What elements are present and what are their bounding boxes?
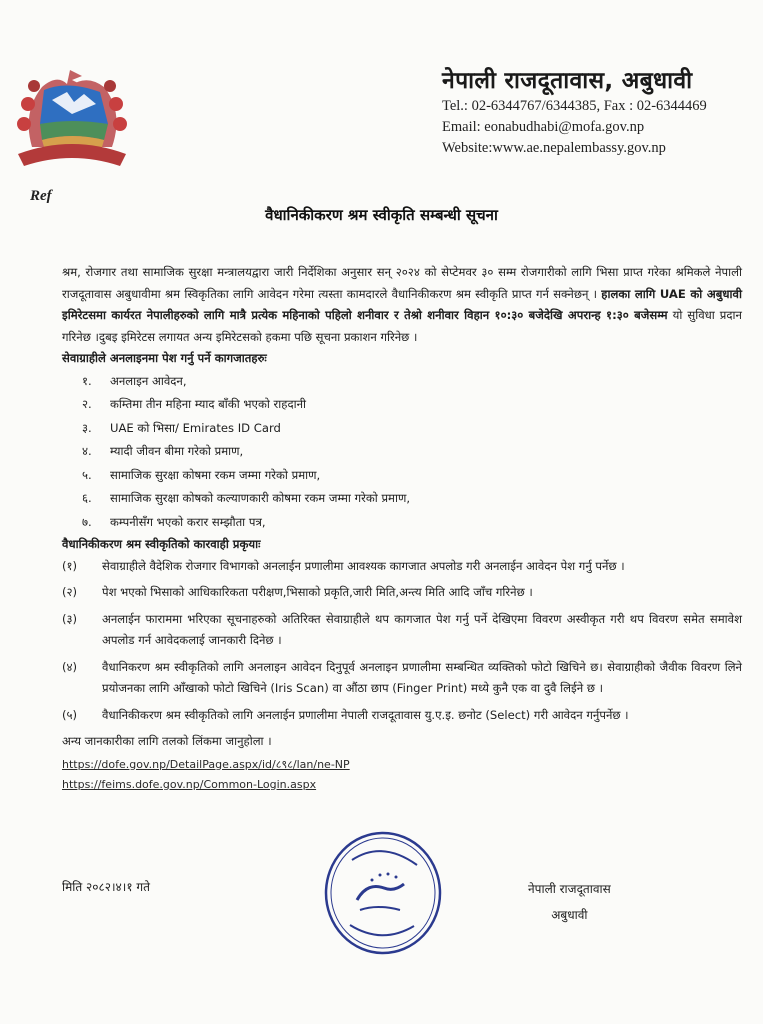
notice-title: वैधानिकीकरण श्रम स्वीकृति सम्बन्धी सूचना (265, 206, 498, 224)
ref-label: Ref (30, 188, 52, 204)
issue-date: मिति २०८२।४।१ गते (62, 880, 150, 894)
letterhead (442, 66, 762, 159)
process-step: (४) वैधानिकरण श्रम स्वीकृतिको लागि अनलाइन आवेदन दिनुपूर्व अनलाइन प्रणालीमा सम्बन्धित व्यक्तिको फोटो खिचिने छ। सेवाग्राहीको जैवीक विवरण लिने प्रयोजनका लागि आँखाको फोटो खिचिने (Iris Scan) वा औंठा छाप (Finger Print) मध्ये कुनै एक वा दुवै लिईने छ । (62, 659, 742, 695)
feims-login-link[interactable]: https://feims.dofe.gov.np/Common-Login.aspx (62, 777, 317, 791)
documents-heading: सेवाग्राहीले अनलाइनमा पेश गर्नु पर्ने कागजातहरुः (62, 351, 267, 365)
more-info-text: अन्य जानकारीका लागि तलको लिंकमा जानुहोला । (62, 734, 272, 748)
process-step: (१) सेवाग्राहीले वैदेशिक रोजगार विभागको अनलाईन प्रणालीमा आवश्यक कागजात अपलोड गरी अनलाईन आवेदन पेश गर्नु पर्नेछ । (62, 558, 625, 573)
dofe-detail-link[interactable]: https://dofe.gov.np/DetailPage.aspx/id/८९८/lan/ne-NP (62, 757, 350, 771)
signatory-line1: नेपाली राजदूतावास (528, 882, 611, 896)
website: Website:www.ae.nepalembassy.gov.np (442, 140, 666, 156)
intro-bold: हालका लागि UAE को अबुधावी इमिरेटसमा कार्यरत नेपालीहरुको लागि मात्रै प्रत्येक महिनाको पहिलो शनीवार र तेश्रो शनीवार विहान १०:३० बजेदेखि अपरान्ह १:३० बजेसम्म (62, 286, 742, 322)
tel-fax: Tel.: 02-6344767/6344385, Fax : 02-6344469 (442, 98, 707, 114)
email: Email: eonabudhabi@mofa.gov.np (442, 119, 645, 135)
list-item: १. अनलाइन आवेदन, (82, 373, 187, 388)
notice-body (62, 262, 742, 795)
links (62, 755, 742, 795)
intro-paragraph (62, 262, 742, 348)
process-step: (५) वैधानिकीकरण श्रम स्वीकृतिको लागि अनलाईन प्रणालीमा नेपाली राजदूतावास यु.ए.इ. छनोट (Select) गरी आवेदन गर्नुपर्नेछ । (62, 707, 629, 722)
intro-end: यो सुविधा प्रदान गरिनेछ ।दुबइ इमिरेटस लगायत अन्य इमिरेटसको हकमा पछि सूचना प्रकाशन गरिनेछ । (62, 308, 742, 344)
list-item: ४. म्यादी जीवन बीमा गरेको प्रमाण, (82, 444, 244, 458)
list-item: ५. सामाजिक सुरक्षा कोषमा रकम जम्मा गरेको प्रमाण, (82, 467, 321, 482)
signatory-block (528, 876, 611, 928)
org-name: नेपाली राजदूतावास, अबुधावी (442, 68, 693, 94)
process-heading: वैधानिकीकरण श्रम स्वीकृतिको कारवाही प्रकृयाः (62, 537, 261, 551)
process-step: (२) पेश भएको भिसाको आधिकारिकता परीक्षण,भिसाको प्रकृति,जारी मिति,अन्त्य मिति आदि जाँच गरिनेछ । (62, 585, 533, 599)
list-item: ३. UAE को भिसा/ Emirates ID Card (82, 420, 281, 435)
list-item: ६. सामाजिक सुरक्षा कोषको कल्याणकारी कोषमा रकम जम्मा गरेको प्रमाण, (82, 491, 411, 505)
documents-list (62, 370, 742, 535)
intro-text: श्रम, रोजगार तथा सामाजिक सुरक्षा मन्त्रालयद्वारा जारी निर्देशिका अनुसार सन् २०२४ को सेप्टेमवर ३० सम्म रोजगारीको लागि भिसा प्राप्त गरेका श्रमिकले नेपाली राजदूतावास अबुधावीमा श्रम स्विकृतिका लागि आवेदन गरेमा त्यस्ता कामदारले वैधानिकीकरण श्रम स्वीकृति प्राप्त गर्न सक्नेछन् । (62, 265, 742, 301)
nepal-emblem-icon (12, 62, 132, 180)
embassy-seal-icon (322, 830, 444, 956)
list-item: ७. कम्पनीसँग भएको करार सम्झौता पत्र, (82, 514, 266, 529)
list-item: २. कम्तिमा तीन महिना म्याद बाँकी भएको राहदानी (82, 397, 307, 411)
process-steps (62, 556, 742, 727)
signatory-line2: अबुधावी (551, 908, 588, 922)
process-step: (३) अनलाईन फाराममा भरिएका सूचनाहरुको अतिरिक्त सेवाग्राहीले थप कागजात पेश गर्नु पर्ने देखिएमा विवरण अस्वीकृत गरी थप विवरण समेत समावेश अपलोड गर्न आवेदकलाई जानकारी दिनेछ । (62, 611, 742, 647)
